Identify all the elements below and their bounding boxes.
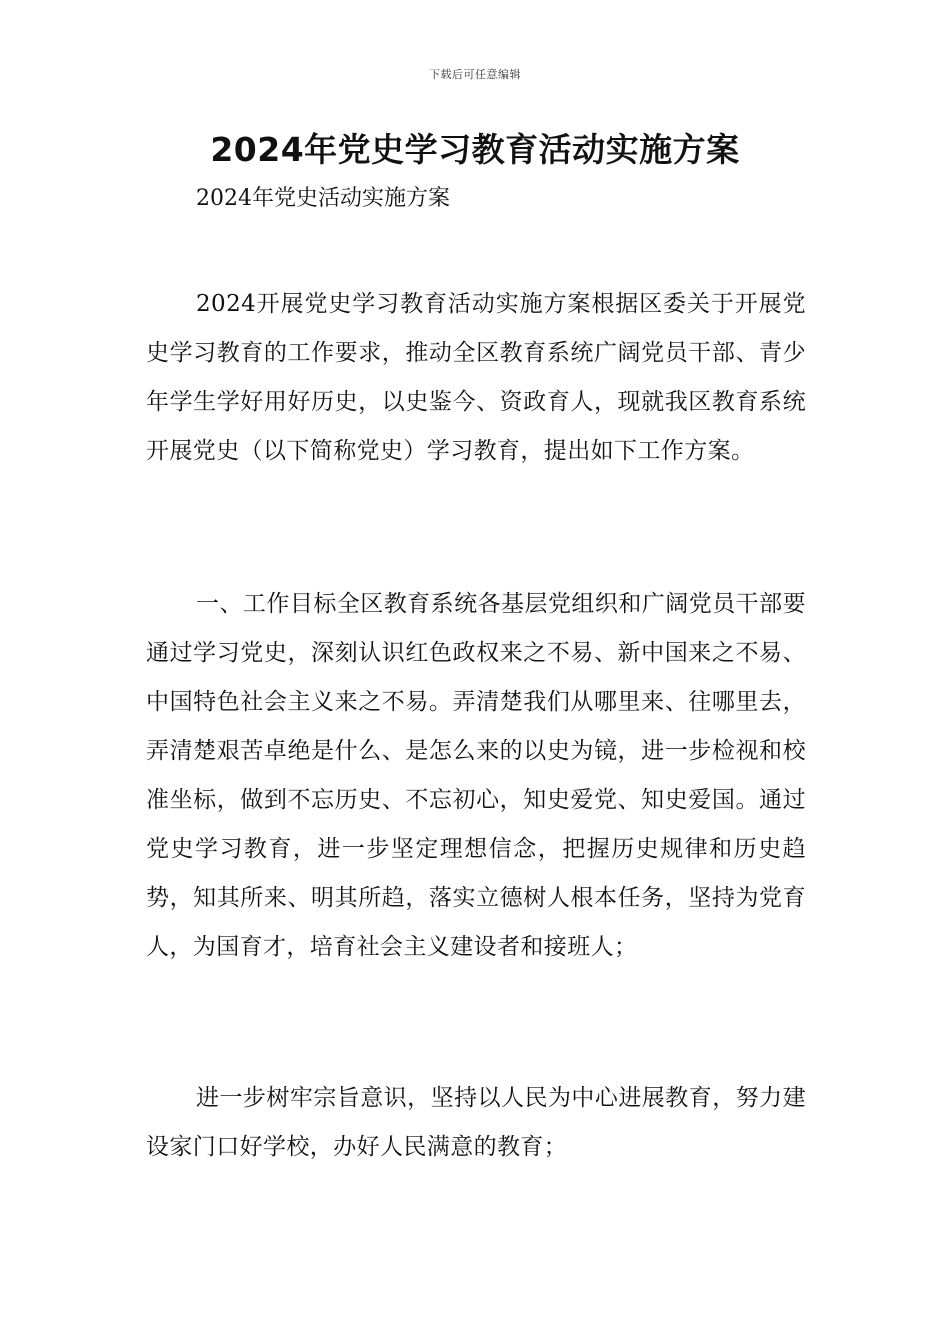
document-title: 2024年党史学习教育活动实施方案 bbox=[210, 130, 740, 169]
document-subtitle: 2024年党史活动实施方案 bbox=[196, 186, 450, 211]
header-note: 下载后可任意编辑 bbox=[429, 68, 521, 81]
body-paragraph: 进一步树牢宗旨意识，坚持以人民为中心进展教育，努力建设家门口好学校，办好人民满意的教育； bbox=[146, 1085, 806, 1160]
body-paragraph: 2024开展党史学习教育活动实施方案根据区委关于开展党史学习教育的工作要求，推动全区教育系统广阔党员干部、青少年学生学好用好历史，以史鉴今、资政育人，现就我区教育系统开展党史（以下简称党史）学习教育，提出如下工作方案。 bbox=[146, 291, 806, 464]
body-paragraph: 一、工作目标全区教育系统各基层党组织和广阔党员干部要通过学习党史，深刻认识红色政权来之不易、新中国来之不易、中国特色社会主义来之不易。弄清楚我们从哪里来、往哪里去，弄清楚艰苦卓绝是什么、是怎么来的以史为镜，进一步检视和校准坐标，做到不忘历史、不忘初心，知史爱党、知史爱国。通过党史学习教育，进一步坚定理想信念，把握历史规律和历史趋势，知其所来、明其所趋，落实立德树人根本任务，坚持为党育人，为国育才，培育社会主义建设者和接班人； bbox=[146, 591, 806, 960]
